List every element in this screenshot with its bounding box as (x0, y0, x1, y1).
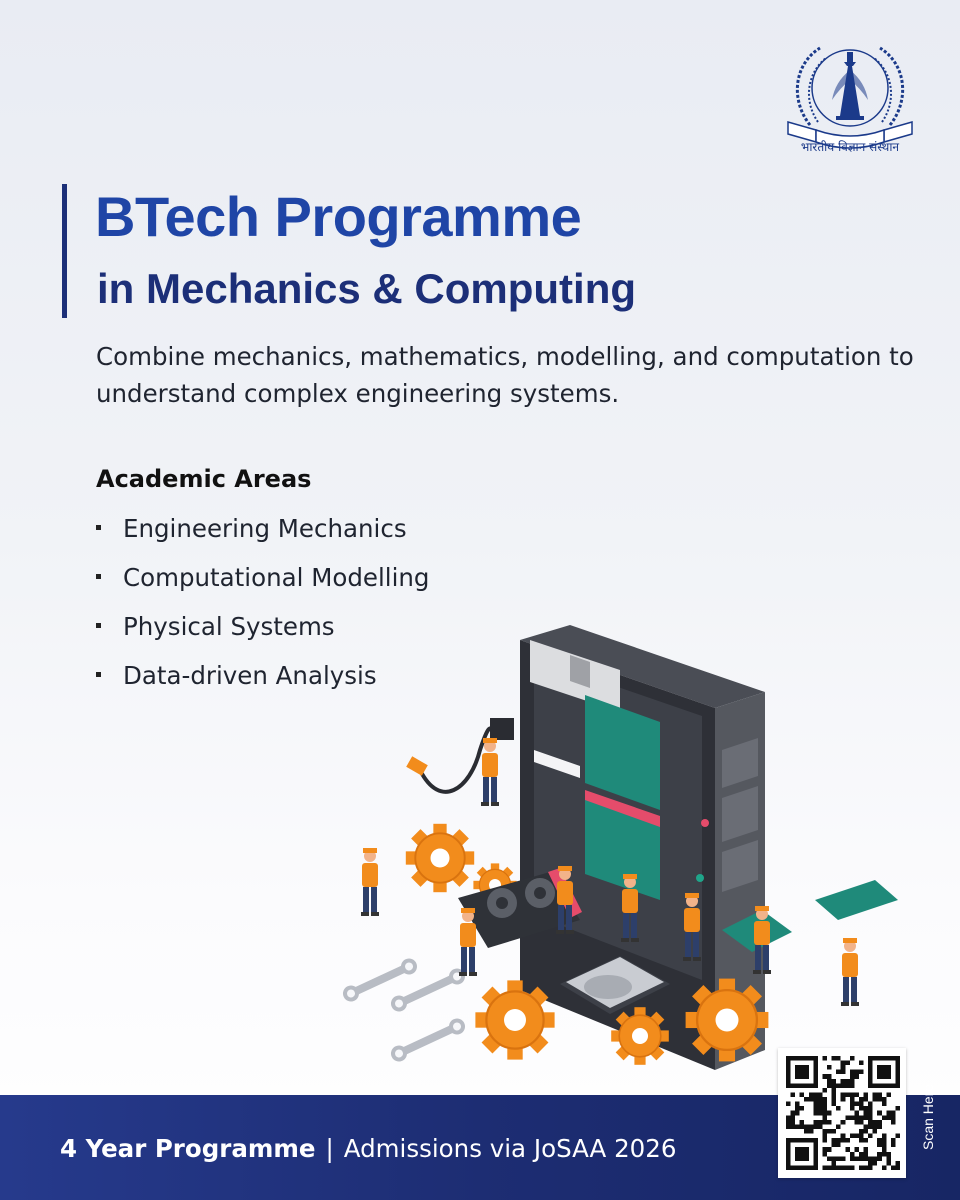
list-item-label: Computational Modelling (123, 563, 430, 592)
list-item-label: Physical Systems (123, 612, 335, 641)
bullet-icon (96, 672, 101, 677)
scan-here-label: Scan Here (920, 1083, 936, 1150)
qr-code-icon[interactable] (786, 1056, 900, 1170)
programme-description: Combine mechanics, mathematics, modelling, and computation to understand complex engineering systems. (96, 342, 914, 408)
page-title: BTech Programme (95, 185, 582, 248)
bullet-icon (96, 623, 101, 628)
logo-subtitle: भारतीय विज्ञान संस्थान (800, 140, 900, 154)
page-subtitle: in Mechanics & Computing (97, 265, 637, 312)
admissions-info: Admissions via JoSAA 2026 (343, 1134, 677, 1163)
programme-duration: 4 Year Programme (60, 1134, 316, 1163)
list-item-label: Engineering Mechanics (123, 514, 407, 543)
footer-text (60, 1131, 676, 1167)
computer-repair-illustration (330, 600, 960, 1080)
list-item (96, 506, 429, 555)
title-accent-bar (62, 184, 67, 318)
academic-areas-heading: Academic Areas (96, 465, 312, 493)
list-item-label: Data-driven Analysis (123, 661, 377, 690)
footer-separator: | (325, 1134, 334, 1163)
bullet-icon (96, 574, 101, 579)
list-item (96, 555, 429, 604)
bullet-icon (96, 525, 101, 530)
